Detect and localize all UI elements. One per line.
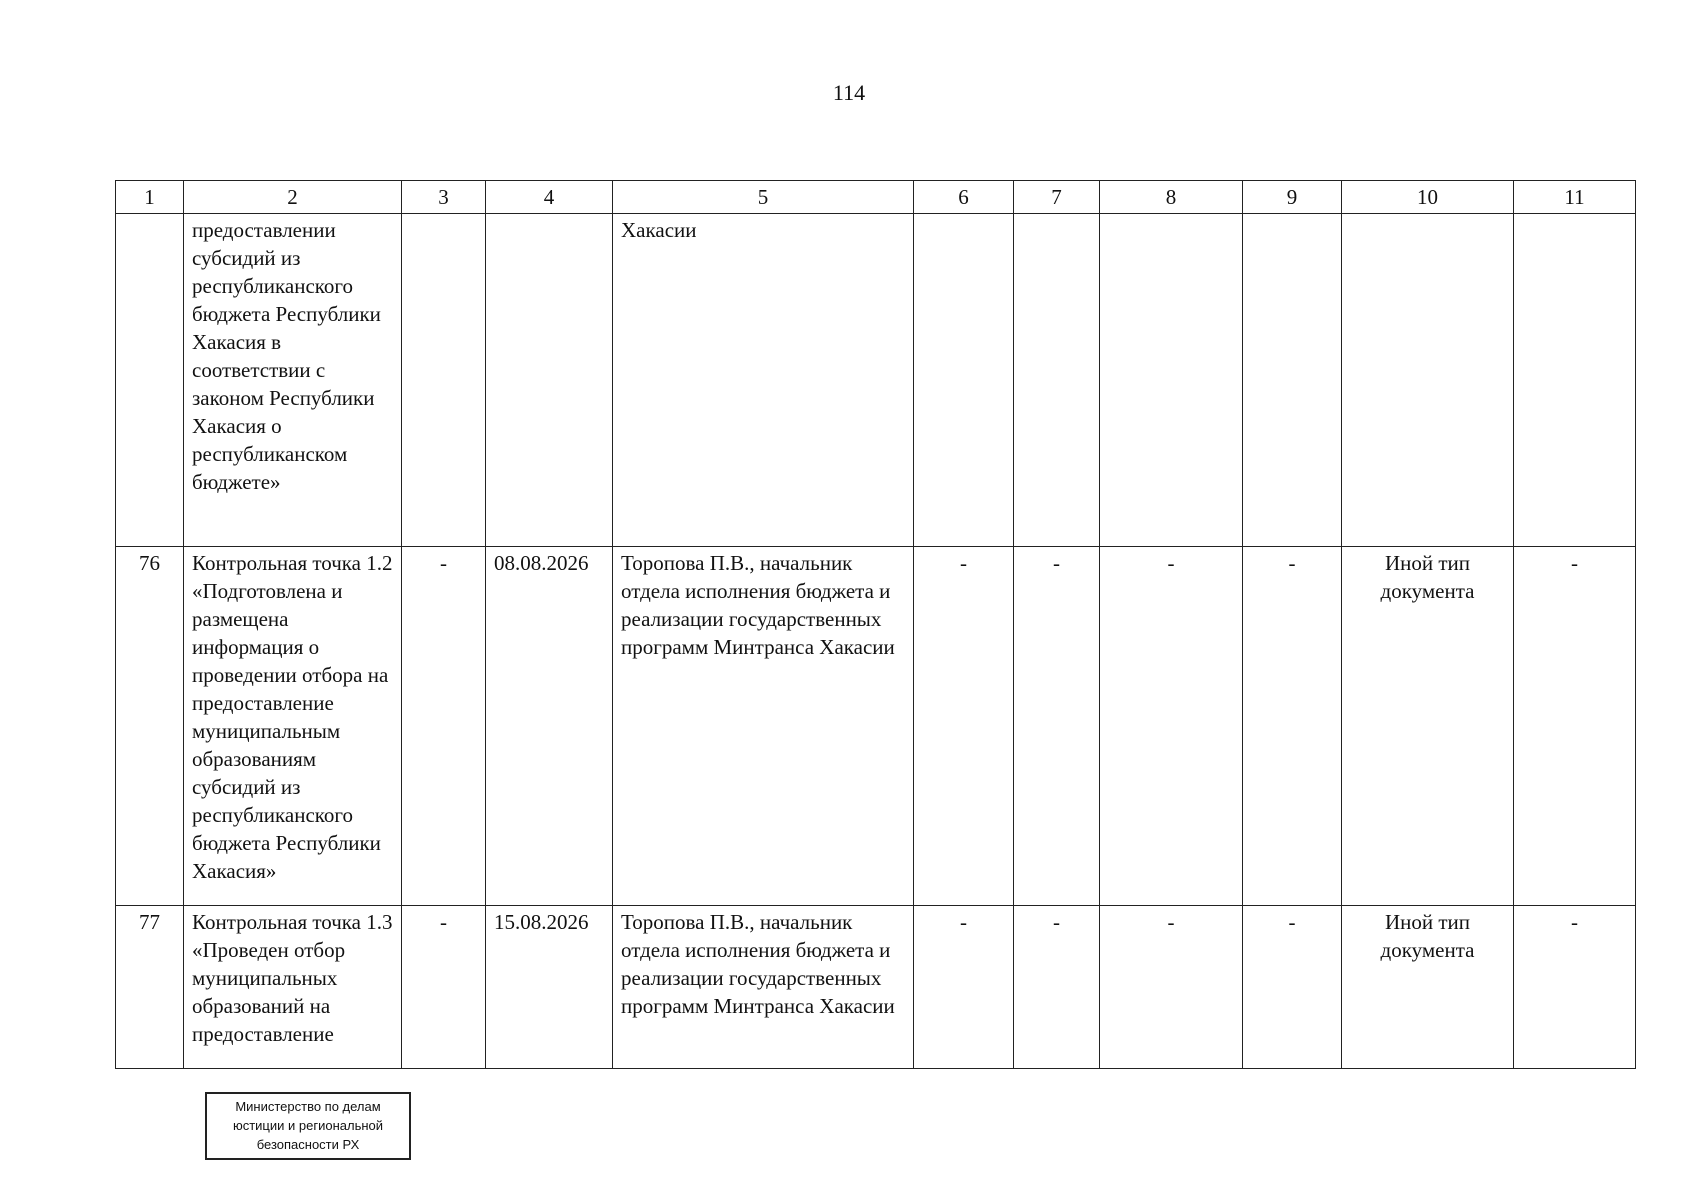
row-number-cell: 76 bbox=[116, 547, 184, 906]
stamp-line: безопасности РХ bbox=[256, 1137, 360, 1152]
cell-col3: - bbox=[402, 547, 486, 906]
document-type-cell: Иной тип документа bbox=[1342, 906, 1514, 1069]
header-cell: 6 bbox=[914, 181, 1014, 214]
header-cell: 3 bbox=[402, 181, 486, 214]
header-cell: 7 bbox=[1014, 181, 1100, 214]
cell-col7 bbox=[1014, 214, 1100, 547]
date-cell: 15.08.2026 bbox=[486, 906, 613, 1069]
cell-col9: - bbox=[1243, 906, 1342, 1069]
cell-col9: - bbox=[1243, 547, 1342, 906]
date-cell: 08.08.2026 bbox=[486, 547, 613, 906]
cell-col6: - bbox=[914, 906, 1014, 1069]
cell-col7: - bbox=[1014, 547, 1100, 906]
table-row bbox=[116, 214, 1636, 547]
cell-col8 bbox=[1100, 214, 1243, 547]
table-header-row bbox=[116, 181, 1636, 214]
row-number-cell: 77 bbox=[116, 906, 184, 1069]
table-row bbox=[116, 547, 1636, 906]
description-cell: Контрольная точка 1.2 «Подготовлена и размещена информация о проведении отбора на предоставление муниципальным образованиям субсидий из республиканского бюджета Республики Хакасия» bbox=[184, 547, 402, 906]
document-type-cell bbox=[1342, 214, 1514, 547]
responsible-cell: Торопова П.В., начальник отдела исполнения бюджета и реализации государственных программ Минтранса Хакасии bbox=[613, 547, 914, 906]
cell-col3 bbox=[402, 214, 486, 547]
cell-col11: - bbox=[1514, 547, 1636, 906]
cell-col11 bbox=[1514, 214, 1636, 547]
header-cell: 8 bbox=[1100, 181, 1243, 214]
header-cell: 5 bbox=[613, 181, 914, 214]
cell-col6 bbox=[914, 214, 1014, 547]
stamp-line: юстиции и региональной bbox=[232, 1118, 384, 1133]
row-number-cell bbox=[116, 214, 184, 547]
header-cell: 2 bbox=[184, 181, 402, 214]
header-cell: 1 bbox=[116, 181, 184, 214]
cell-col6: - bbox=[914, 547, 1014, 906]
header-cell: 9 bbox=[1243, 181, 1342, 214]
header-cell: 4 bbox=[486, 181, 613, 214]
ministry-stamp bbox=[205, 1092, 411, 1160]
cell-col8: - bbox=[1100, 906, 1243, 1069]
responsible-cell: Хакасии bbox=[613, 214, 914, 547]
document-table bbox=[115, 180, 1636, 1069]
table-row bbox=[116, 906, 1636, 1069]
description-cell: Контрольная точка 1.3 «Проведен отбор муниципальных образований на предоставление bbox=[184, 906, 402, 1069]
header-cell: 11 bbox=[1514, 181, 1636, 214]
page-number: 114 bbox=[832, 80, 866, 105]
responsible-cell: Торопова П.В., начальник отдела исполнения бюджета и реализации государственных программ Минтранса Хакасии bbox=[613, 906, 914, 1069]
cell-col7: - bbox=[1014, 906, 1100, 1069]
cell-col9 bbox=[1243, 214, 1342, 547]
cell-col8: - bbox=[1100, 547, 1243, 906]
cell-col11: - bbox=[1514, 906, 1636, 1069]
cell-col3: - bbox=[402, 906, 486, 1069]
stamp-line: Министерство по делам bbox=[235, 1099, 381, 1114]
date-cell bbox=[486, 214, 613, 547]
document-type-cell: Иной тип документа bbox=[1342, 547, 1514, 906]
header-cell: 10 bbox=[1342, 181, 1514, 214]
description-cell: предоставлении субсидий из республиканского бюджета Республики Хакасия в соответствии с законом Республики Хакасия о республиканском бюджете» bbox=[184, 214, 402, 547]
